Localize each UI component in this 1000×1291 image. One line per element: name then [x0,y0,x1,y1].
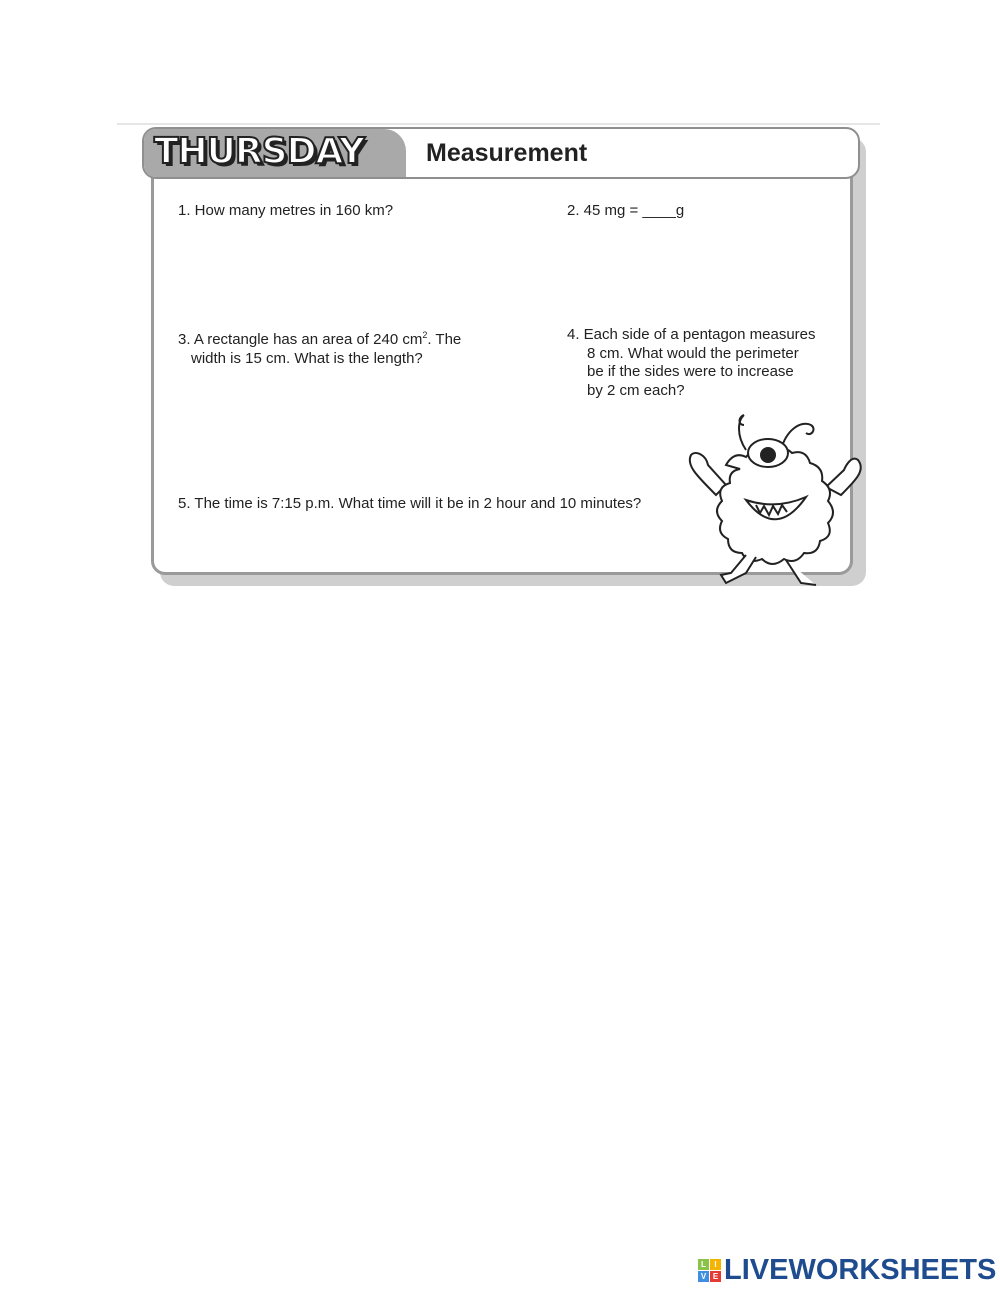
day-tab [144,129,406,177]
divider [117,123,880,125]
question-4-text: 8 cm. What would the perimeter [587,344,799,362]
question-4-text: by 2 cm each? [587,381,685,399]
question-2: 2. 45 mg = ____g [567,202,685,219]
superscript: 2 [422,330,428,340]
cube: I [710,1259,721,1270]
day-title: THURSDAY [154,131,364,172]
question-4-text: 4. Each side of a pentagon measures [567,326,816,343]
question-1: 1. How many metres in 160 km? [178,202,394,219]
question-3-text: . The [427,331,462,348]
cube: E [710,1271,721,1282]
liveworksheets-logo [698,1254,996,1287]
question-3-text: 3. A rectangle has an area of 240 cm [178,331,423,348]
question-3 [178,326,461,368]
worksheet-header [142,127,860,179]
cube: L [698,1259,709,1270]
monster-illustration-icon [676,405,876,595]
cube: V [698,1271,709,1282]
topic-title: Measurement [426,139,588,167]
question-4 [567,326,816,400]
question-3-text: width is 15 cm. What is the length? [191,349,423,367]
question-5: 5. The time is 7:15 p.m. What time will it be in 2 hour and 10 minutes? [178,495,642,512]
question-4-text: be if the sides were to increase [587,363,794,380]
brand-name: LIVEWORKSHEETS [724,1254,997,1286]
live-cubes-icon [698,1259,721,1282]
